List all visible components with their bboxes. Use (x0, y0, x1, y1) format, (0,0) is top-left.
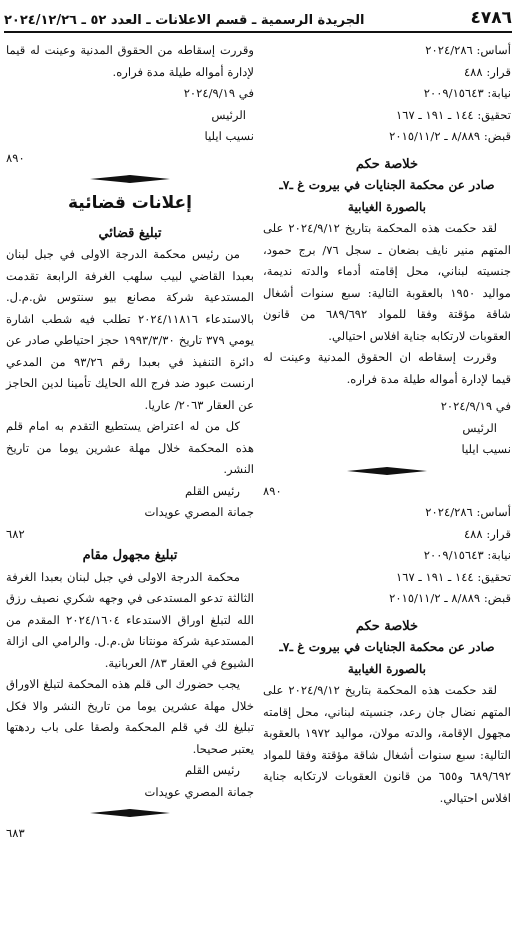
divider-ornament (347, 467, 427, 475)
absentia-label: بالصورة الغيابية (347, 199, 427, 214)
case-ref-line: أساس: ٢٠٢٤/٢٨٦ (425, 43, 511, 57)
signer-name: نسيب ايليا (461, 442, 511, 456)
objection-text: كل من له اعتراض يستطيع التقدم به امام قلم هذه المحكمة خلال مهلة عشرين يوما من تاريخ النشر. (6, 419, 254, 476)
case-ref-line: تحقيق: ١٤٤ ـ ١٩١ ـ ١٦٧ (396, 569, 511, 584)
signer-name: نسيب ايليا (204, 129, 254, 143)
case-ref-line: قرار: ٤٨٨ (463, 64, 511, 79)
signer-title: رئيس القلم (185, 483, 240, 498)
court-line: صادر عن محكمة الجنايات في بيروت غ ـ٧ـ (279, 178, 495, 192)
judgment-date: في ٢٠٢٤/٩/١٩ (440, 399, 511, 413)
notice-title: تبليغ قضائي (98, 225, 162, 241)
section-divider (263, 465, 511, 479)
signer-name: جمانة المصري عويدات (144, 505, 254, 519)
page-header (4, 4, 512, 33)
civil-rights-text: وقررت إسقاطه ان الحقوق المدنية وعينت له قيما لإدارة أمواله طيلة مدة فراره. (263, 350, 511, 386)
case-ref-line: قبض: ٨/٨٨٩ ـ ٢٠١٥/١١/٢ (389, 591, 511, 605)
notice-body: من رئيس محكمة الدرجة الاولى في جبل لبنان بعبدا القاضي لبيب سلهب الغرفة الرابعة تقدمت المستدعية شركة مصانع بيو سنتوس ش.م.ل. بالاستدعاء ٢٠٢٤/١١٨١٦ تطلب فيه شطب اشارة يومي ٣٧٩ تاريخ ١٩٩٣/٣/٣٠ حجز احتياطي صادر عن دائرة التنفيذ في بعبدا رقم ٩٣/٢٦ من المدعي ارنست عبود ضد فرج الله الحايك تأمينا لدين الحاجز عن العقار ٢٠٦٣/ عاريا. (6, 247, 254, 412)
absentia-label: بالصورة الغيابية (347, 661, 427, 676)
notice-body: محكمة الدرجة الاولى في جبل لبنان بعبدا الغرفة الثالثة تدعو المستدعى في وجهه شكري نصيف رزق الله لتبلغ اوراق الاستدعاء ٢٠٢٤/١٦٠٤ المقدم من المستدعية شركة مونتانا ش.م.ل. والرامي الى ازالة الشيوع في العقار ٨٣/ العربانية. (6, 569, 254, 670)
judgment-date: في ٢٠٢٤/٩/١٩ (183, 86, 254, 100)
signer-title: رئيس القلم (185, 763, 240, 777)
summary-title: خلاصة حكم (355, 618, 419, 634)
section-title: إعلانات قضائية (67, 193, 192, 213)
signer-name: جمانة المصري عويدات (144, 784, 254, 799)
case-ref-line: نيابة: ٢٠٠٩/١٥٦٤٣ (423, 548, 511, 562)
judgment-body: لقد حكمت هذه المحكمة بتاريخ ٢٠٢٤/٩/١٢ على المتهم منير نايف بضعان ـ سجل ٧٦/ برج حمود، جنسيته لبناني، محل إقامته أدماء والدته نديمة، مواليد ١٩٥٠ بالعقوبة التالية: سبع سنوات أشغال شاقة مؤقتة وفقا للمواد ٦٨٩/٦٩٢ من قانون العقوبات لارتكابه جناية افلاس احتيالي. (263, 221, 512, 343)
summons-text: يجب حضورك الى قلم هذه المحكمة لتبلغ الاوراق خلال مهلة عشرين يوما من تاريخ النشر والا فكل تبليغ لك في قلم المحكمة ولصقا على باب ردهتها يعتبر صحيحا. (6, 677, 254, 756)
court-line: صادر عن محكمة الجنايات في بيروت غ ـ٧ـ (279, 640, 495, 654)
gazette-title: الجريدة الرسمية ـ قسم الاعلانات ـ العدد ٥٢ ـ ٢٠٢٤/١٢/٢٦ (4, 13, 365, 28)
summary-title: خلاصة حكم (355, 156, 419, 172)
divider-ornament (90, 175, 170, 183)
civil-rights-text: وقررت إسقاطه من الحقوق المدنية وعينت له قيما لإدارة أمواله طيلة مدة فراره. (6, 43, 254, 79)
case-ref-line: نيابة: ٢٠٠٩/١٥٦٤٣ (423, 86, 511, 100)
signer-title: الرئيس (462, 420, 497, 435)
case-ref-line: تحقيق: ١٤٤ ـ ١٩١ ـ ١٦٧ (396, 107, 511, 122)
judgment-body: لقد حكمت هذه المحكمة بتاريخ ٢٠٢٤/٩/١٢ على المتهم نضال جان رعد، جنسيته لبناني، محل إقامته مجهول الإقامة، والدته مولان، مواليد ١٩٧٢ بالعقوبة التالية: سبع سنوات أشغال شاقة مؤقتة وفقا للمواد ٦٨٩/٦٩٢ و٦٥٥ من قانون العقوبات لارتكابه جناية افلاس احتيالي. (263, 683, 511, 805)
page-number: ٤٧٨٦ (470, 8, 512, 28)
left-column (6, 40, 254, 845)
notice-ref-number: ٨٩٠ (6, 150, 25, 165)
signer-title: الرئيس (211, 107, 246, 122)
section-divider (6, 807, 254, 821)
case-ref-line: قرار: ٤٨٨ (463, 526, 511, 541)
case-ref-line: أساس: ٢٠٢٤/٢٨٦ (425, 505, 511, 519)
notice-ref-number: ٦٨٢ (6, 526, 25, 541)
case-ref-line: قبض: ٨/٨٨٩ ـ ٢٠١٥/١١/٢ (389, 129, 511, 143)
notice-title: تبليغ مجهول مقام (82, 548, 178, 563)
section-divider (6, 173, 254, 187)
right-column (263, 40, 511, 809)
notice-ref-number: ٦٨٣ (6, 826, 25, 840)
divider-ornament (90, 809, 170, 817)
notice-ref-number: ٨٩٠ (263, 483, 282, 498)
